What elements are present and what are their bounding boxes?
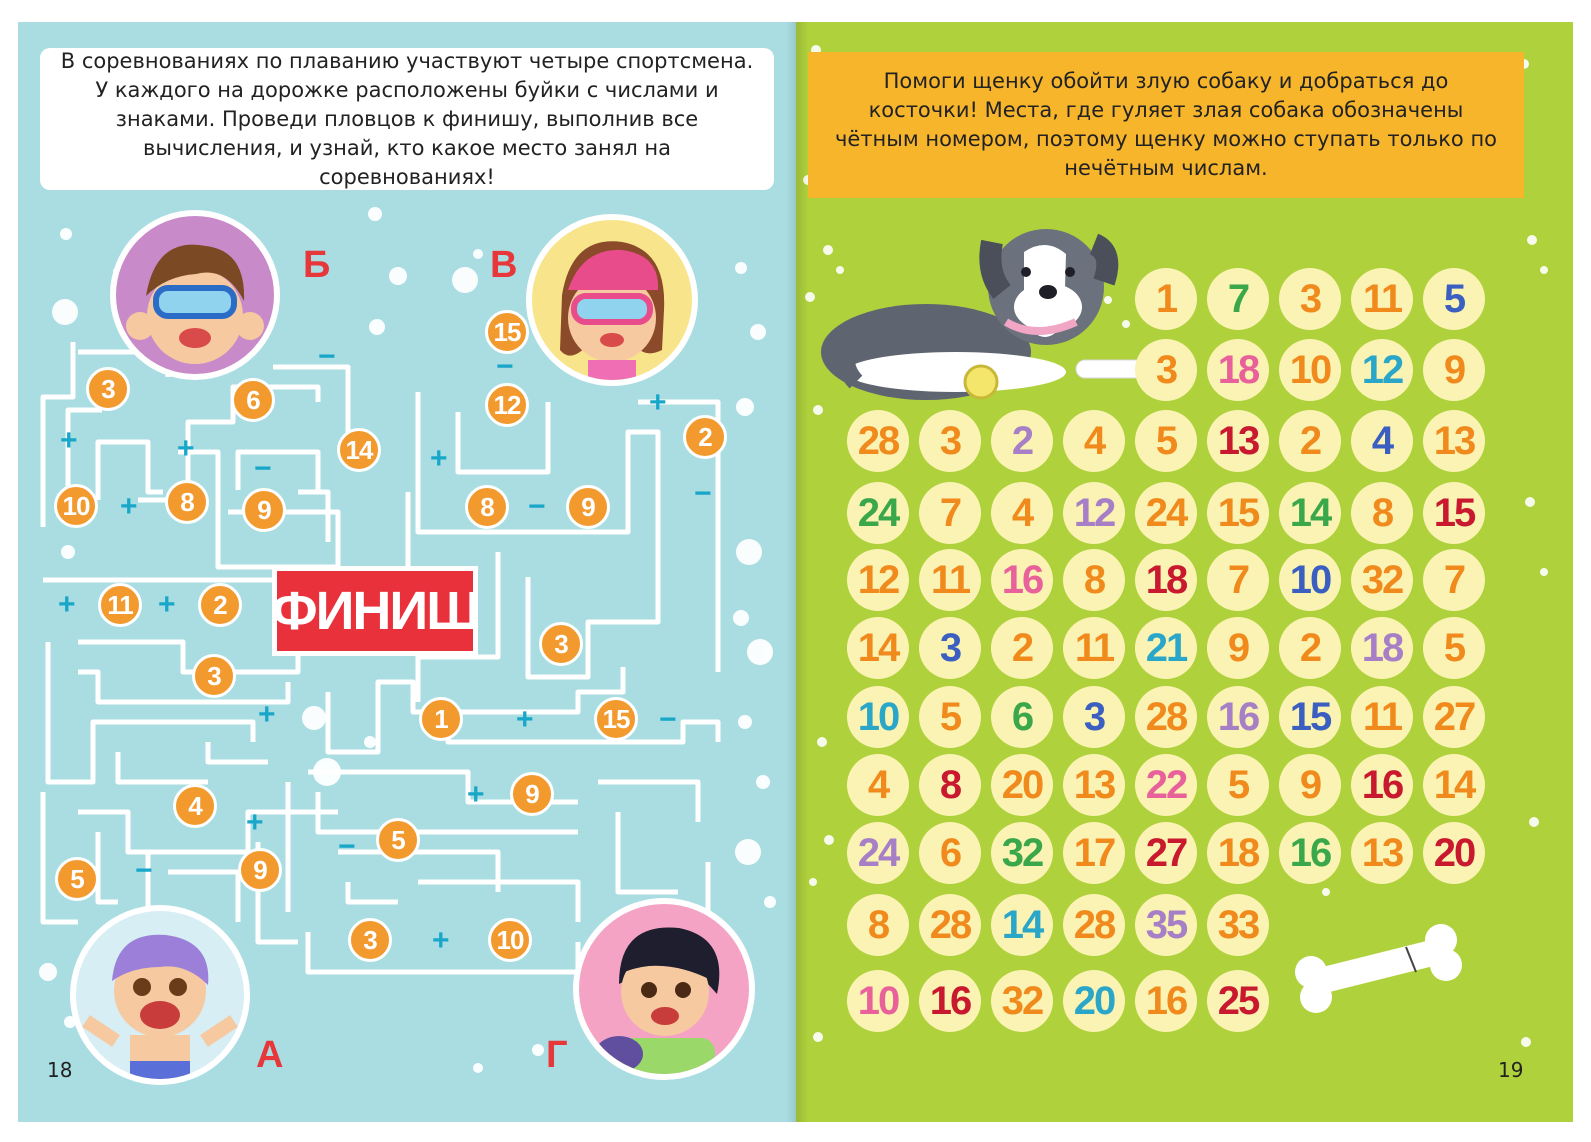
- finish-sign: ФИНИШ: [272, 566, 478, 656]
- grid-number-cell: 8: [847, 894, 909, 956]
- swimmer-letter-v: В: [490, 244, 518, 286]
- grid-number-cell: 3: [1279, 268, 1341, 330]
- grid-number-cell: 24: [847, 482, 909, 544]
- buoy: 1: [419, 697, 463, 741]
- swimmer-girl-g-avatar: [573, 898, 755, 1080]
- grid-number-cell: 24: [847, 822, 909, 884]
- grid-number-cell: 10: [1279, 549, 1341, 611]
- grid-number-cell: 16: [1351, 754, 1413, 816]
- grid-number-cell: 12: [1063, 482, 1125, 544]
- math-sign: +: [158, 588, 176, 621]
- grid-number-cell: 11: [919, 549, 981, 611]
- grid-number-cell: 10: [847, 686, 909, 748]
- grid-number-cell: 12: [847, 549, 909, 611]
- grid-number-cell: 28: [847, 410, 909, 472]
- grid-number-cell: 9: [1207, 617, 1269, 679]
- buoy: 9: [238, 848, 282, 892]
- grid-number-cell: 21: [1135, 617, 1197, 679]
- grid-number-cell: 15: [1207, 482, 1269, 544]
- grid-number-cell: 8: [1063, 549, 1125, 611]
- grid-number-cell: 33: [1207, 894, 1269, 956]
- grid-number-cell: 3: [919, 617, 981, 679]
- buoy: 9: [510, 772, 554, 816]
- swimmer-boy-b-avatar: [110, 210, 280, 380]
- buoy: 15: [594, 697, 638, 741]
- grid-number-cell: 7: [1207, 268, 1269, 330]
- grid-number-cell: 24: [1135, 482, 1197, 544]
- math-sign: +: [516, 703, 534, 736]
- grid-number-cell: 13: [1063, 754, 1125, 816]
- math-sign: +: [430, 442, 448, 475]
- grid-number-cell: 20: [1063, 970, 1125, 1032]
- grid-number-cell: 16: [991, 549, 1053, 611]
- grid-number-cell: 13: [1207, 410, 1269, 472]
- grid-number-cell: 15: [1423, 482, 1485, 544]
- math-sign: +: [246, 806, 264, 839]
- grid-number-cell: 27: [1135, 822, 1197, 884]
- grid-number-cell: 16: [919, 970, 981, 1032]
- grid-number-cell: 1: [1135, 268, 1197, 330]
- grid-number-cell: 25: [1207, 970, 1269, 1032]
- grid-number-cell: 27: [1423, 686, 1485, 748]
- math-sign: −: [659, 703, 677, 736]
- grid-number-cell: 20: [1423, 822, 1485, 884]
- buoy: 3: [192, 654, 236, 698]
- left-page-number: 18: [47, 1058, 73, 1082]
- math-sign: +: [58, 588, 76, 621]
- grid-number-cell: 18: [1207, 339, 1269, 401]
- grid-number-cell: 7: [1423, 549, 1485, 611]
- grid-number-cell: 16: [1135, 970, 1197, 1032]
- grid-number-cell: 10: [1279, 339, 1341, 401]
- grid-number-cell: 7: [919, 482, 981, 544]
- grid-number-cell: 32: [1351, 549, 1413, 611]
- grid-number-cell: 2: [991, 410, 1053, 472]
- grid-number-cell: 9: [1279, 754, 1341, 816]
- grid-number-cell: 5: [1135, 410, 1197, 472]
- grid-number-cell: 14: [847, 617, 909, 679]
- math-sign: −: [318, 340, 336, 373]
- buoy: 2: [683, 415, 727, 459]
- grid-number-cell: 2: [991, 617, 1053, 679]
- grid-number-cell: 3: [1063, 686, 1125, 748]
- grid-number-cell: 15: [1279, 686, 1341, 748]
- grid-number-cell: 13: [1423, 410, 1485, 472]
- math-sign: −: [694, 477, 712, 510]
- grid-number-cell: 16: [1279, 822, 1341, 884]
- math-sign: +: [432, 924, 450, 957]
- buoy: 8: [465, 485, 509, 529]
- grid-number-cell: 13: [1351, 822, 1413, 884]
- buoy: 15: [485, 310, 529, 354]
- math-sign: +: [258, 698, 276, 731]
- grid-number-cell: 6: [919, 822, 981, 884]
- grid-number-cell: 18: [1351, 617, 1413, 679]
- grid-number-cell: 9: [1423, 339, 1485, 401]
- grid-number-cell: 4: [847, 754, 909, 816]
- grid-number-cell: 3: [919, 410, 981, 472]
- swimmer-boy-a-avatar: [70, 905, 250, 1085]
- grid-number-cell: 14: [1279, 482, 1341, 544]
- buoy: 4: [173, 784, 217, 828]
- math-sign: +: [177, 432, 195, 465]
- grid-number-cell: 5: [1423, 617, 1485, 679]
- buoy: 3: [86, 367, 130, 411]
- bone-illustration: [1295, 924, 1462, 1013]
- math-sign: −: [254, 452, 272, 485]
- grid-number-cell: 11: [1351, 686, 1413, 748]
- math-sign: +: [467, 778, 485, 811]
- grid-number-cell: 5: [919, 686, 981, 748]
- grid-number-cell: 18: [1207, 822, 1269, 884]
- grid-number-cell: 8: [919, 754, 981, 816]
- buoy: 3: [539, 622, 583, 666]
- buoy: 6: [231, 378, 275, 422]
- buoy: 2: [198, 583, 242, 627]
- grid-number-cell: 11: [1063, 617, 1125, 679]
- swimmer-letter-b: Б: [303, 244, 331, 286]
- swimmer-letter-g: Г: [546, 1034, 568, 1076]
- grid-number-cell: 5: [1423, 268, 1485, 330]
- grid-number-cell: 11: [1351, 268, 1413, 330]
- grid-number-cell: 16: [1207, 686, 1269, 748]
- grid-number-cell: 32: [991, 822, 1053, 884]
- grid-number-cell: 8: [1351, 482, 1413, 544]
- math-sign: −: [338, 830, 356, 863]
- left-instruction: В соревнованиях по плаванию участвуют четыре спортсмена. У каждого на дорожке расположены буйки с числами и знаками. Проведи пловцов к финишу, выполнив все вычисления, и узнай, кто какое место занял на соревнованиях!: [40, 48, 774, 190]
- math-sign: +: [60, 424, 78, 457]
- math-sign: −: [496, 350, 514, 383]
- buoy: 5: [55, 857, 99, 901]
- grid-number-cell: 10: [847, 970, 909, 1032]
- grid-number-cell: 12: [1351, 339, 1413, 401]
- grid-number-cell: 32: [991, 970, 1053, 1032]
- grid-number-cell: 7: [1207, 549, 1269, 611]
- right-page-number: 19: [1498, 1058, 1524, 1082]
- buoy: 10: [488, 918, 532, 962]
- grid-number-cell: 4: [1351, 410, 1413, 472]
- buoy: 3: [348, 918, 392, 962]
- grid-number-cell: 2: [1279, 617, 1341, 679]
- buoy: 11: [98, 583, 142, 627]
- grid-number-cell: 14: [1423, 754, 1485, 816]
- math-sign: +: [120, 490, 138, 523]
- math-sign: −: [528, 490, 546, 523]
- grid-number-cell: 17: [1063, 822, 1125, 884]
- grid-number-cell: 4: [1063, 410, 1125, 472]
- grid-number-cell: 14: [991, 894, 1053, 956]
- buoy: 9: [242, 488, 286, 532]
- swimmer-letter-a: А: [256, 1034, 284, 1076]
- buoy: 9: [566, 485, 610, 529]
- grid-number-cell: 5: [1207, 754, 1269, 816]
- grid-number-cell: 28: [919, 894, 981, 956]
- math-sign: −: [135, 854, 153, 887]
- grid-number-cell: 22: [1135, 754, 1197, 816]
- right-instruction: Помоги щенку обойти злую собаку и добраться до косточки! Места, где гуляет злая собака обозначены чётным номером, поэтому щенку можно ступать только по нечётным числам.: [808, 52, 1524, 198]
- swimmer-girl-v-avatar: [526, 214, 698, 386]
- grid-number-cell: 18: [1135, 549, 1197, 611]
- dog-illustration: [821, 229, 1166, 400]
- grid-number-cell: 3: [1135, 339, 1197, 401]
- grid-number-cell: 6: [991, 686, 1053, 748]
- grid-number-cell: 35: [1135, 894, 1197, 956]
- buoy: 10: [54, 484, 98, 528]
- buoy: 5: [376, 818, 420, 862]
- grid-number-cell: 28: [1135, 686, 1197, 748]
- grid-number-cell: 28: [1063, 894, 1125, 956]
- buoy: 14: [337, 428, 381, 472]
- buoy: 12: [485, 383, 529, 427]
- book-spine: [786, 22, 808, 1122]
- buoy: 8: [165, 480, 209, 524]
- grid-number-cell: 2: [1279, 410, 1341, 472]
- grid-number-cell: 4: [991, 482, 1053, 544]
- grid-number-cell: 20: [991, 754, 1053, 816]
- math-sign: +: [649, 386, 667, 419]
